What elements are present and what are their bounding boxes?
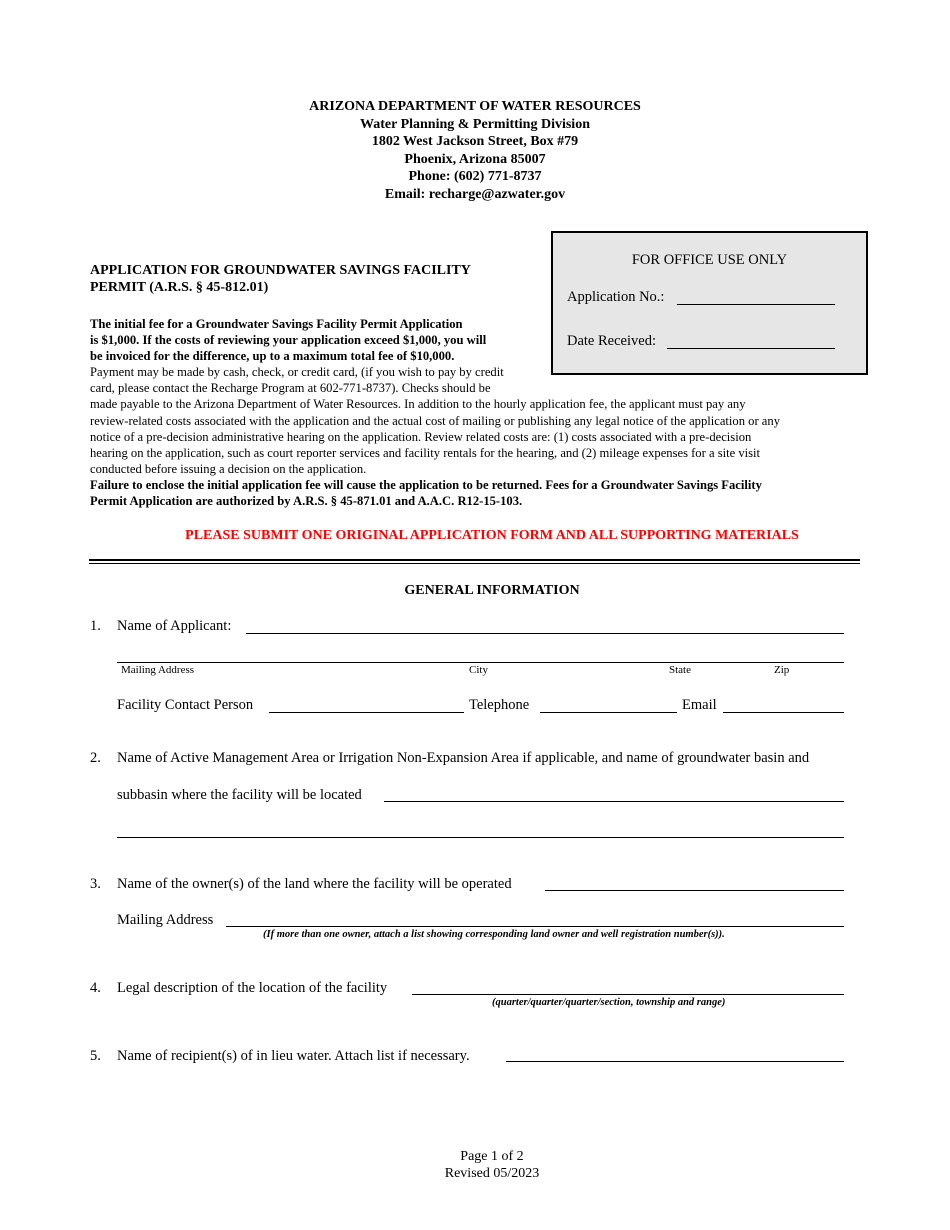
applicant-name-field[interactable] bbox=[246, 633, 844, 634]
page-number: Page 1 of 2 bbox=[460, 1149, 524, 1164]
application-number-label: Application No.: bbox=[567, 289, 665, 305]
date-received-label: Date Received: bbox=[567, 333, 656, 349]
email-label: Email bbox=[682, 697, 717, 713]
legal-description-note: (quarter/quarter/quarter/section, township and range) bbox=[492, 997, 726, 1008]
zip-caption: Zip bbox=[774, 664, 790, 676]
q2-number: 2. bbox=[90, 750, 101, 766]
agency-name: ARIZONA DEPARTMENT OF WATER RESOURCES bbox=[309, 99, 641, 114]
revision-date: Revised 05/2023 bbox=[444, 1166, 540, 1181]
double-rule-divider bbox=[89, 559, 860, 564]
owner-mailing-label: Mailing Address bbox=[117, 912, 214, 928]
legal-description-field[interactable] bbox=[412, 994, 844, 995]
phone-number: Phone: (602) 771-8737 bbox=[408, 169, 542, 184]
page-footer bbox=[0, 1148, 950, 1182]
basin-subbasin-field[interactable] bbox=[384, 801, 844, 802]
q2-label-cont: subbasin where the facility will be located bbox=[117, 787, 362, 803]
q2-label: Name of Active Management Area or Irrigation Non-Expansion Area if applicable, and name of groundwater basin and bbox=[117, 750, 810, 766]
q4-label: Legal description of the location of the facility bbox=[117, 980, 388, 996]
street-address: 1802 West Jackson Street, Box #79 bbox=[371, 134, 579, 149]
mailing-address-field[interactable] bbox=[117, 662, 844, 663]
q3-label: Name of the owner(s) of the land where the facility will be operated bbox=[117, 876, 512, 892]
q5-label: Name of recipient(s) of in lieu water. Attach list if necessary. bbox=[117, 1048, 470, 1064]
recipient-field[interactable] bbox=[506, 1061, 844, 1062]
submit-notice: PLEASE SUBMIT ONE ORIGINAL APPLICATION FORM AND ALL SUPPORTING MATERIALS bbox=[185, 528, 799, 543]
office-use-title: FOR OFFICE USE ONLY bbox=[631, 252, 788, 268]
intro-paragraph: The initial fee for a Groundwater Savings Facility Permit Application is $1,000. If the costs of reviewing your application exceed $1,000, you will be invoiced for the difference, up to a maximum total fee of $10,000. Payment may be made by cash, check, or credit card, (if you wish to pay by credit card, please contact the Recharge Program at 602-771-8737). Checks should be made payable to the Arizona Department of Water Resources. In addition to the hourly application fee, the applicant must pay any review-related costs associated with the application and the actual cost of mailing or publishing any legal notice of the application or any notice of a pre-decision administrative hearing on the application. Review related costs are: (1) costs associated with a pre-decision hearing on the application, such as court reporter services and facility rentals for the hearing, and (2) mileage expenses for a site visit conducted before issuing a decision on the application. Failure to enclose the initial application fee will cause the application to be returned. Fees for a Groundwater Savings Facility Permit Application are authorized by A.R.S. § 45-871.01 and A.A.C. R12-15-103. bbox=[90, 317, 780, 509]
section-title: GENERAL INFORMATION bbox=[404, 583, 580, 598]
q1-label: Name of Applicant: bbox=[117, 618, 232, 634]
division-name: Water Planning & Permitting Division bbox=[360, 116, 590, 132]
q4-number: 4. bbox=[90, 980, 101, 996]
state-caption: State bbox=[669, 664, 691, 676]
application-number-field[interactable] bbox=[677, 304, 835, 305]
owner-note: (If more than one owner, attach a list showing corresponding land owner and well registration number(s)). bbox=[263, 929, 725, 940]
mailing-address-caption: Mailing Address bbox=[121, 664, 195, 676]
q3-number: 3. bbox=[90, 876, 101, 892]
telephone-field[interactable] bbox=[540, 712, 677, 713]
q1-number: 1. bbox=[90, 618, 101, 634]
telephone-label: Telephone bbox=[469, 697, 530, 713]
form-title: APPLICATION FOR GROUNDWATER SAVINGS FACILITY PERMIT (A.R.S. § 45-812.01) bbox=[90, 263, 471, 295]
city-caption: City bbox=[469, 664, 488, 676]
land-owner-field[interactable] bbox=[545, 890, 844, 891]
agency-header bbox=[0, 98, 950, 203]
basin-subbasin-field-line2[interactable] bbox=[117, 837, 844, 838]
contact-person-label: Facility Contact Person bbox=[117, 697, 254, 713]
owner-mailing-field[interactable] bbox=[226, 926, 844, 927]
q5-number: 5. bbox=[90, 1048, 101, 1064]
email-address: Email: recharge@azwater.gov bbox=[384, 186, 566, 202]
city-state-zip: Phoenix, Arizona 85007 bbox=[404, 151, 546, 167]
contact-person-field[interactable] bbox=[269, 712, 464, 713]
email-field[interactable] bbox=[723, 712, 844, 713]
